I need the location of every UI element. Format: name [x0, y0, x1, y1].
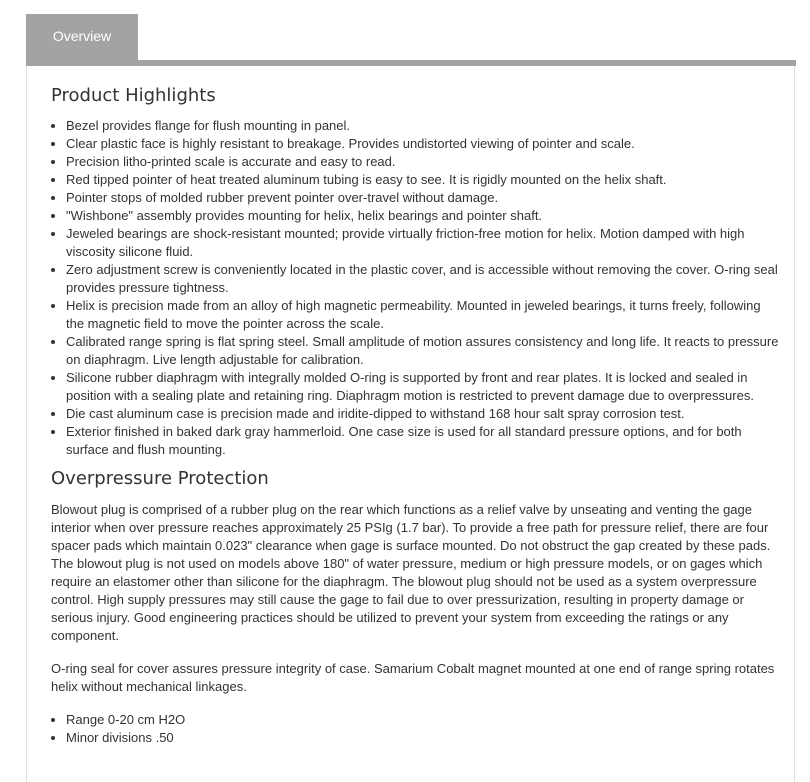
list-item: • Exterior finished in baked dark gray hammerloid. One case size is used for all standard pressure options, and for both surface and flush mounting. — [66, 423, 781, 459]
product-highlights-heading: Product Highlights — [51, 85, 216, 106]
blowout-plug-paragraph: Blowout plug is comprised of a rubber plug on the rear which functions as a relief valve by unseating and venting the gage interior when over pressure reaches approximately 25 PSIg (1.7 bar). To provide a free path for pressure relief, there are four spacer pads which maintain 0.023" clearance when gage is surface mounted. Do not obstruct the gap created by these pads. The blowout plug is not used on models above 180" of water pressure, medium or high pressure models, or on gages which require an elastomer other than silicone for the diaphragm. The blowout plug should not be used as a system overpressure control. High supply pressures may still cause the gage to fail due to over pressurization, resulting in property damage or serious injury. Good engineering practices should be utilized to prevent your system from exceeding the ratings or any component. — [51, 502, 771, 643]
list-item: • Silicone rubber diaphragm with integrally molded O-ring is supported by front and rear plates. It is locked and sealed in position with a sealing plate and retaining ring. Diaphragm motion is restricted to prevent damage due to overpressures. — [66, 369, 781, 405]
list-item: • Red tipped pointer of heat treated aluminum tubing is easy to see. It is rigidly mounted on the helix shaft. — [66, 171, 781, 189]
specs-list — [51, 711, 781, 747]
list-item: • Zero adjustment screw is conveniently located in the plastic cover, and is accessible without removing the cover. O-ring seal provides pressure tightness. — [66, 261, 781, 297]
list-item: • Jeweled bearings are shock-resistant mounted; provide virtually friction-free motion for helix. Motion damped with high viscosity silicone fluid. — [66, 225, 781, 261]
list-item: • Clear plastic face is highly resistant to breakage. Provides undistorted viewing of pointer and scale. — [66, 135, 781, 153]
spec-item-range: • Range 0-20 cm H2O — [66, 711, 781, 729]
list-item: • Bezel provides flange for flush mounting in panel. — [66, 117, 781, 135]
tab-overview[interactable]: Overview — [26, 14, 138, 61]
list-item: • Calibrated range spring is flat spring steel. Small amplitude of motion assures consistency and long life. It reacts to pressure on diaphragm. Live length adjustable for calibration. — [66, 333, 781, 369]
list-item: • Precision litho-printed scale is accurate and easy to read. — [66, 153, 781, 171]
list-item: • "Wishbone" assembly provides mounting for helix, helix bearings and pointer shaft. — [66, 207, 781, 225]
product-highlights-list — [51, 117, 781, 459]
list-item: • Pointer stops of molded rubber prevent pointer over-travel without damage. — [66, 189, 781, 207]
o-ring-seal-paragraph: O-ring seal for cover assures pressure integrity of case. Samarium Cobalt magnet mounted at one end of range spring rotates helix without mechanical linkages. — [51, 661, 775, 694]
spec-item-minor-divisions: • Minor divisions .50 — [66, 729, 781, 747]
tab-bar — [26, 14, 796, 67]
list-item: • Die cast aluminum case is precision made and iridite-dipped to withstand 168 hour salt spray corrosion test. — [66, 405, 781, 423]
overview-content — [51, 82, 781, 747]
overpressure-protection-heading: Overpressure Protection — [51, 468, 269, 489]
list-item: • Helix is precision made from an alloy of high magnetic permeability. Mounted in jeweled bearings, it turns freely, following the magnetic field to move the pointer across the scale. — [66, 297, 781, 333]
